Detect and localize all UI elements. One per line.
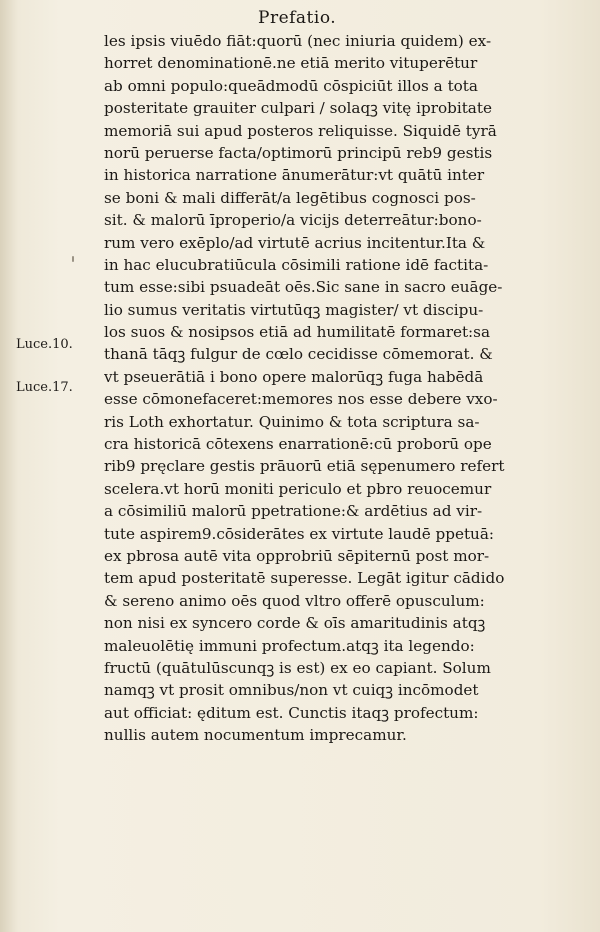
- text-line: posteritate grauiter culpari / solaqꝫ vitę iprobitate: [104, 99, 492, 118]
- text-line: lio sumus veritatis virtutūqꝫ magister/ vt discipu-: [104, 300, 484, 319]
- text-line: thanā tāqꝫ fulgur de cœlo cecidisse cōmemorat. &: [104, 345, 493, 364]
- text-line: rum vero exēplo/ad virtutē acrius incitentur.Ita &: [104, 233, 486, 252]
- text-line: memoriā sui apud posteros reliquisse. Siquidē tyrā: [104, 121, 497, 140]
- text-line: tute aspirem9.cōsiderātes ex virtute laudē ppetuā:: [104, 524, 495, 543]
- margin-note-luke-10: Luce.10.: [16, 337, 73, 352]
- paper-speck: [72, 256, 74, 262]
- text-line: tem apud posteritatē superesse. Legāt igitur cādido: [104, 569, 505, 588]
- text-line: se boni & mali differāt/a legētibus cognosci pos-: [104, 188, 476, 207]
- text-line: aut officiat: ęditum est. Cunctis itaqꝫ profectum:: [104, 703, 479, 722]
- text-line: sit. & malorū īproperio/a vicijs deterreātur:bono-: [104, 211, 482, 230]
- text-line: ex pbrosa autē vita opprobriū sēpiternū post mor-: [104, 546, 490, 565]
- running-header: Prefatio.: [258, 8, 337, 28]
- margin-note-luke-17: Luce.17.: [16, 380, 73, 395]
- text-line: horret denominationē.ne etiā merito vituperētur: [104, 54, 478, 73]
- text-line: les ipsis viuēdo fiāt:quorū (nec iniuria quidem) ex-: [104, 32, 492, 50]
- text-line: in hac elucubratiūcula cōsimili ratione idē factita-: [104, 255, 489, 274]
- text-line: los suos & nosipsos etiā ad humilitatē formaret:sa: [104, 323, 491, 342]
- text-line: ris Loth exhortatur. Quinimo & tota scriptura sa-: [104, 412, 480, 431]
- text-line: vt pseuerātiā i bono opere malorūqꝫ fuga habēdā: [104, 367, 484, 386]
- text-line: namqꝫ vt prosit omnibus/non vt cuiqꝫ incōmodet: [104, 681, 479, 700]
- text-line: esse cōmonefaceret:memores nos esse debere vxo-: [104, 390, 498, 409]
- text-line: a cōsimiliū malorū ppetratione:& ardētius ad vir-: [104, 502, 483, 521]
- text-line: scelera.vt horū moniti periculo et pbro reuocemur: [104, 479, 492, 498]
- text-line: nullis autem nocumentum imprecamur.: [104, 726, 407, 745]
- text-line: ab omni populo:queādmodū cōspiciūt illos a tota: [104, 76, 478, 95]
- text-line: maleuolētię immuni profectum.atqꝫ ita legendo:: [104, 636, 475, 655]
- text-line: fructū (quātulūscunqꝫ is est) ex eo capiant. Solum: [104, 658, 491, 677]
- text-line: non nisi ex syncero corde & oīs amaritudinis atqꝫ: [104, 614, 486, 633]
- text-line: tum esse:sibi psuadeāt oēs.Sic sane in sacro euāge-: [104, 278, 503, 297]
- text-line: rib9 pręclare gestis prāuorū etiā sępenumero refert: [104, 457, 505, 476]
- text-line: in historica narratione ānumerātur:vt quātū inter: [104, 166, 485, 185]
- text-line: norū peruerse facta/optimorū principū reb9 gestis: [104, 143, 493, 162]
- text-line: cra historicā cōtexens enarrationē:cū proborū ope: [104, 435, 492, 454]
- body-text: [104, 30, 524, 747]
- text-line: & sereno animo oēs quod vltro offerē opusculum:: [104, 591, 485, 610]
